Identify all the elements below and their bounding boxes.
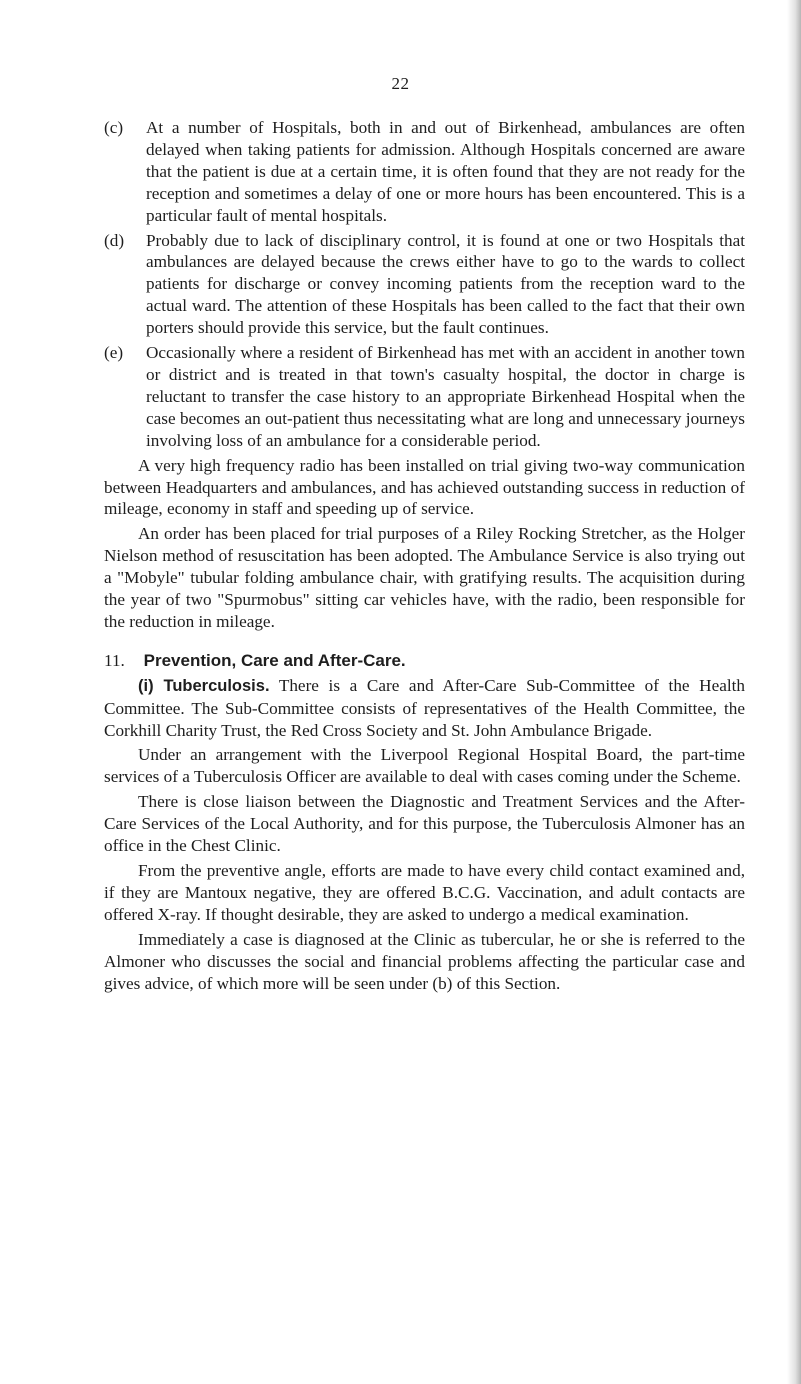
paragraph-almoner: Immediately a case is diagnosed at the Clinic as tubercular, he or she is referred to the Almoner who discusses the social and financial problems affecting the particular case and gives advice, of which more will be seen under (b) of this Section. — [104, 929, 745, 993]
list-item-text: At a number of Hospitals, both in and out of Birkenhead, ambulances are often delayed when taking patients for admission. Although Hospitals concerned are aware that the patient is due at a certain time, it is often found that they are not ready for the reception and sometimes a delay of one or more hours has been encountered. This is a particular fault of mental hospitals. — [146, 118, 745, 225]
page-content — [104, 117, 745, 997]
paragraph-stretcher: An order has been placed for trial purposes of a Riley Rocking Stretcher, as the Holger Nielson method of resuscitation has been adopted. The Ambulance Service is also trying out a "Mobyle" tubular folding ambulance chair, with gratifying results. The acquisition during the year of two "Spurmobus" sitting car vehicles have, with the radio, been responsible for the reduction in mileage. — [104, 524, 745, 631]
list-item-marker: (e) — [104, 343, 124, 363]
list-item-c — [104, 117, 745, 227]
paragraph-arrangement: Under an arrangement with the Liverpool Regional Hospital Board, the part-time services of a Tuberculosis Officer are available to deal with cases coming under the Scheme. — [104, 745, 745, 787]
paragraph-preventive: From the preventive angle, efforts are made to have every child contact examined and, if they are Mantoux negative, they are offered B.C.G. Vaccination, and adult contacts are offered X-ray. If thought desirable, they are asked to undergo a medical examination. — [104, 861, 745, 924]
subsection-text: There is a Care and After-Care Sub-Committee of the Health Committee. The Sub-Committee consists of representatives of the Health Committee, the Corkhill Charity Trust, the Red Cross Society and St. John Ambulance Brigade. — [104, 675, 745, 740]
list-item-text: Probably due to lack of disciplinary control, it is found at one or two Hospitals that ambulances are delayed because the crews either have to go to the wards to collect patients for discharge or convey incoming patients from the reception ward to the actual ward. The attention of these Hospitals has been called to the fact that their own porters should provide this service, but the fault continues. — [146, 230, 745, 338]
list-item-marker: (c) — [104, 118, 124, 137]
paragraph-tuberculosis — [104, 675, 745, 742]
page-edge-shadow — [787, 0, 801, 1384]
list-item-text: Occasionally where a resident of Birkenhead has met with an accident in another town or district and is treated in that town's casualty hospital, the doctor in charge is reluctant to transfer the case history to an appropriate Birkenhead Hospital when the case becomes an out-patient thus necessitating what are long and unnecessary journeys involving loss of an ambulance for a considerable period. — [146, 343, 745, 450]
section-number: 11. — [104, 650, 125, 670]
list-item-d — [104, 230, 745, 340]
page-number: 22 — [391, 74, 410, 93]
list-item-e — [104, 342, 745, 452]
section-heading — [104, 650, 745, 672]
paragraph-radio: A very high frequency radio has been installed on trial giving two-way communication between Headquarters and ambulances, and has achieved outstanding success in reduction of mileage, economy in staff and speeding up of service. — [104, 455, 745, 519]
list-item-marker: (d) — [104, 230, 125, 250]
subsection-label: (i) Tuberculosis. — [138, 676, 270, 695]
paragraph-liaison: There is close liaison between the Diagnostic and Treatment Services and the After-Care Services of the Local Authority, and for this purpose, the Tuberculosis Almoner has an office in the Chest Clinic. — [104, 792, 745, 856]
section-title: Prevention, Care and After-Care. — [143, 650, 406, 670]
